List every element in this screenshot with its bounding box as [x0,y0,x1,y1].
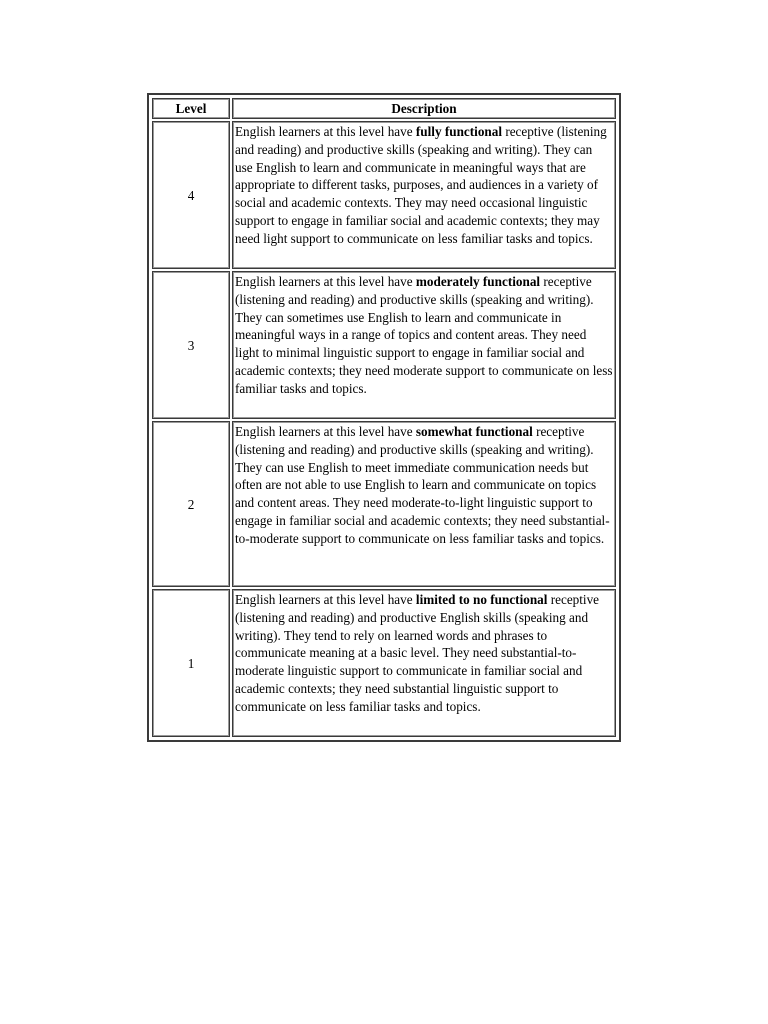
table-row [152,121,616,269]
proficiency-term: moderately functional [415,274,541,289]
description-lead: English learners at this level have [235,274,416,289]
proficiency-table-frame [147,93,621,742]
proficiency-term: fully functional [415,124,503,139]
description-cell [232,589,616,737]
level-column-header: Level [152,98,230,119]
description-lead: English learners at this level have [235,424,416,439]
table-row [152,589,616,737]
proficiency-levels-table [150,96,618,739]
description-body: receptive (listening and reading) and productive skills (speaking and writing). They can use English to meet immediate communication needs but often are not able to use English to learn and communicate on topics and content areas. They need moderate-to-light linguistic support to engage in familiar social and academic contexts; they need substantial-to-moderate support to communicate on less familiar tasks and topics. [235,424,610,546]
description-body: receptive (listening and reading) and productive skills (speaking and writing). They can sometimes use English to learn and communicate in meaningful ways in a range of topics and content areas. They need light to minimal linguistic support to engage in familiar social and academic contexts; they need moderate support to communicate on less familiar tasks and topics. [235,274,613,396]
description-body: receptive (listening and reading) and productive English skills (speaking and writing). They tend to rely on learned words and phrases to communicate meaning at a basic level. They need substantial-to-moderate linguistic support to communicate in familiar social and academic contexts; they need substantial linguistic support to communicate on less familiar tasks and topics. [235,592,600,714]
description-text [235,424,610,546]
description-text [235,274,613,396]
description-cell [232,421,616,587]
description-lead: English learners at this level have [235,592,416,607]
table-row [152,271,616,419]
description-text [235,592,599,714]
level-cell: 2 [152,421,230,587]
description-text [235,124,607,246]
level-cell: 1 [152,589,230,737]
proficiency-term: somewhat functional [415,424,533,439]
description-cell [232,121,616,269]
description-column-header: Description [232,98,616,119]
description-body: receptive (listening and reading) and productive skills (speaking and writing). They can use English to learn and communicate in meaningful ways that are appropriate to different tasks, purposes, and audiences in a variety of social and academic contexts. They may need occasional linguistic support to engage in familiar social and academic contexts; they may need light support to communicate on less familiar tasks and topics. [235,124,607,246]
header-row [152,98,616,119]
table-row [152,421,616,587]
level-cell: 3 [152,271,230,419]
proficiency-term: limited to no functional [415,592,548,607]
description-lead: English learners at this level have [235,124,416,139]
description-cell [232,271,616,419]
level-cell: 4 [152,121,230,269]
